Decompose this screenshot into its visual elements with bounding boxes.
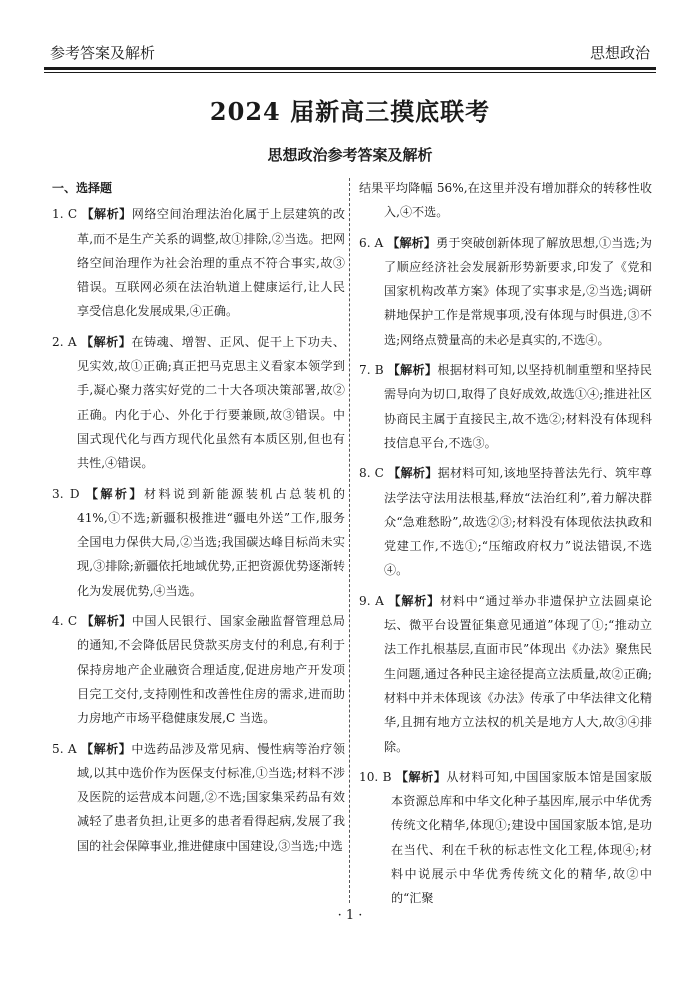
answer-item-7 [359, 358, 652, 455]
answer-item-8 [359, 461, 652, 582]
answer-label: 1. C [52, 207, 78, 222]
answer-label: 8. C [359, 466, 384, 481]
answer-label: 3. D [52, 486, 80, 501]
answer-item-9 [359, 589, 652, 759]
analysis-tag: 【解析】 [80, 334, 132, 349]
answer-label: 4. C [52, 614, 78, 629]
answer-text: 从材料可知,中国国家版本馆是国家版本资源总库和中华文化种子基因库,展示中华优秀传统文化精华,体现①;建设中国国家版本馆,是功在当代、利在千秋的标志性文化工程,体现④;材料中说展示中华优秀传统文化的精华,故②中的“汇聚 [391, 769, 652, 906]
analysis-tag: 【解析】 [85, 486, 144, 501]
answer-item-4 [52, 609, 345, 730]
answer-text: 中选药品涉及常见病、慢性病等治疗领域,以其中选价作为医保支付标准,①当选;材料不涉及医院的运营成本问题,②不选;国家集采药品有效减轻了患者负担,让更多的患者看得起病,发展了我国的社会保障事业,推进健康中国建设,③当选;中选 [77, 741, 345, 853]
analysis-tag: 【解析】 [81, 207, 132, 222]
page-number: · 1 · [337, 908, 363, 923]
answer-item-10 [359, 765, 652, 911]
page-subtitle: 思想政治参考答案及解析 [267, 146, 433, 164]
answer-text: 网络空间治理法治化属于上层建筑的改革,而不是生产关系的调整,故①排除,②当选。把网络空间治理作为社会治理的重点不符合事实,故③错误。互联网必须在法治轨道上健康运行,让人民享受信息化发展成果,④正确。 [77, 207, 345, 319]
header-rule-thick [44, 67, 656, 70]
answer-text: 在铸魂、增智、正风、促干上下功夫、见实效,故①正确;真正把马克思主义看家本领学到手,凝心聚力落实好党的二十大各项决策部署,故②正确。内化于心、外化于行要兼顾,故③错误。中国式现代化与西方现代化虽然有本质区别,但也有共性,④错误。 [77, 334, 345, 471]
header-rule-thin [44, 72, 656, 73]
answer-text: 材料说到新能源装机占总装机的 41%,①不选;新疆积极推进“疆电外送”工作,服务全国电力保供大局,②当选;我国碳达峰目标尚未实现,③排除;新疆依托地域优势,正把资源优势逐渐转化为发展优势,④当选。 [77, 486, 345, 598]
answer-text: 根据材料可知,以坚持机制重塑和坚持民需导向为切口,取得了良好成效,故选①④;推进社区协商民主属于直接民主,故不选②;材料没有体现科技信息平台,不选③。 [384, 363, 652, 450]
answer-text: 结果平均降幅 56%,在这里并没有增加群众的转移性收入,④不选。 [359, 181, 652, 220]
analysis-tag: 【解析】 [80, 741, 132, 756]
answer-label: 2. A [52, 334, 77, 349]
header-left-label: 参考答案及解析 [50, 44, 156, 62]
answer-label: 7. B [359, 363, 384, 378]
answer-item-6 [359, 231, 652, 352]
answer-label: 9. A [359, 593, 384, 608]
column-divider [349, 178, 350, 903]
answer-text: 材料中“通过举办非遗保护立法圆桌论坛、微平台设置征集意见通道”体现了①;“推动立法工作扎根基层,直面市民”体现出《办法》聚焦民生问题,通过各种民主途径提高立法质量,故②正确;材料中并未体现该《办法》传承了中华法律文化精华,且拥有地方立法权的机关是地方人大,故③④排除。 [384, 593, 652, 754]
answer-item-3 [52, 482, 345, 603]
answer-item-5 [52, 737, 345, 858]
answer-label: 5. A [52, 741, 77, 756]
analysis-tag: 【解析】 [387, 363, 438, 378]
answer-text: 勇于突破创新体现了解放思想,①当选;为了顺应经济社会发展新形势新要求,印发了《党和国家机构改革方案》体现了实事求是,②当选;调研耕地保护工作是常规事项,没有体现与时俱进,③不选;网络点赞量高的未必是真实的,不选④。 [384, 235, 652, 347]
answer-text: 中国人民银行、国家金融监督管理总局的通知,不会降低居民贷款买房支付的利息,有利于保持房地产企业融资合理适度,促进房地产开发项目完工交付,支持刚性和改善性住房的需求,进而助力房地产市场平稳健康发展,C 当选。 [77, 614, 345, 726]
analysis-tag: 【解析】 [387, 235, 437, 250]
analysis-tag: 【解析】 [395, 769, 447, 784]
answer-item-1 [52, 202, 345, 323]
header-right-label: 思想政治 [589, 44, 650, 62]
answer-label: 10. B [359, 769, 392, 784]
page-title: 2024 届新高三摸底联考 [209, 97, 491, 126]
left-column [52, 176, 345, 864]
answer-label: 6. A [359, 235, 384, 250]
right-column [359, 176, 652, 917]
answer-text: 据材料可知,该地坚持普法先行、筑牢尊法学法守法用法根基,释放“法治红利”,着力解决群众“急难愁盼”,故选②③;材料没有体现依法执政和党建工作,不选①;“压缩政府权力”说法错误,不选④。 [384, 466, 652, 578]
running-header [50, 44, 650, 62]
section-title: 一、选择题 [52, 181, 113, 195]
analysis-tag: 【解析】 [81, 614, 132, 629]
analysis-tag: 【解析】 [388, 593, 440, 608]
answer-item-5-continued [359, 176, 652, 225]
answer-item-2 [52, 330, 345, 476]
analysis-tag: 【解析】 [388, 466, 438, 481]
